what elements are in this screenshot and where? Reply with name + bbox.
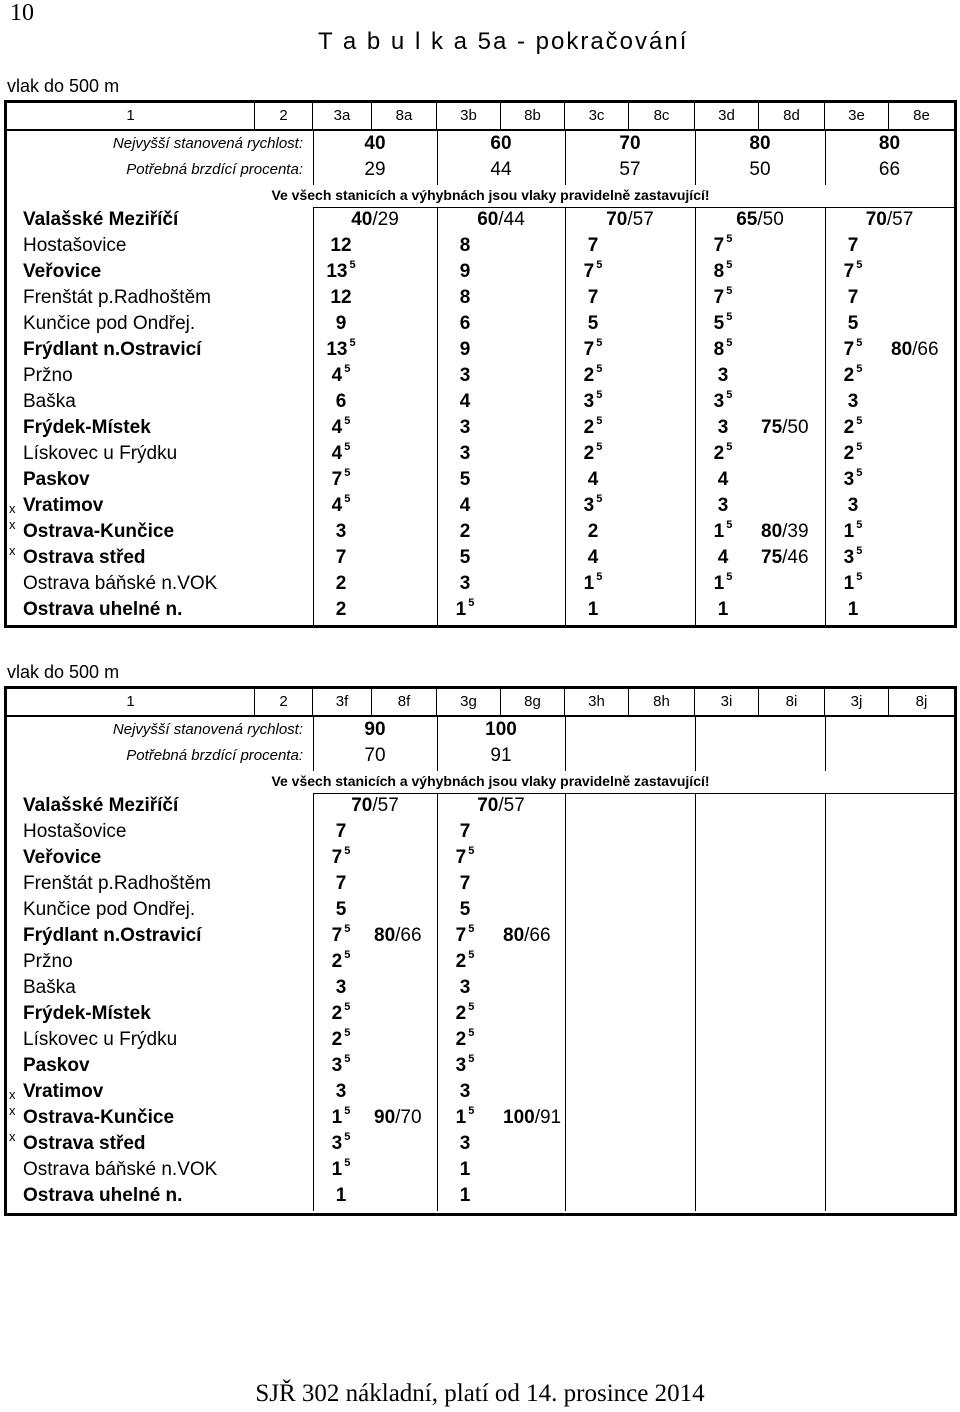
column-divider [313,793,314,1211]
running-time: 4 [717,469,729,490]
running-time: 2 [587,521,599,542]
station-name: Frenštát p.Radhoštěm [23,287,211,308]
brake-value: /57 [372,795,399,816]
column-header: 8j [915,693,928,710]
speed-label: Nejvyšší stanovená rychlost: [112,721,303,738]
running-time: 7 $^5$ [583,337,603,360]
running-time: 4 $^5$ [331,363,351,386]
station-name: Ostrava střed [23,547,146,568]
running-time: 3 [717,417,729,438]
column-divider [825,717,826,771]
running-time: 2 $^5$ [843,441,863,464]
column-header: 3f [313,689,372,715]
speed-value: 100 [503,1107,535,1128]
running-time: 3 [459,417,471,438]
running-time: 2 $^5$ [843,363,863,386]
station-name: Hostašovice [23,821,127,842]
station-name: Valašské Meziříčí [23,209,179,230]
running-time: 9 [459,339,471,360]
page-title: T a b u l k a 5a - pokračování [318,28,689,55]
running-time: 3 [459,1133,471,1154]
station-name: Pržno [23,951,73,972]
running-time: 2 $^5$ [583,415,603,438]
running-time: 4 [717,547,729,568]
running-time: 3 [335,521,347,542]
running-time: 2 [459,521,471,542]
speed-change [374,1107,422,1129]
column-header: 3j [825,689,889,715]
running-time: 3 $^5$ [455,1053,475,1076]
brake-label: Potřebná brzdící procenta: [126,161,303,178]
start-speed [313,795,437,817]
speed-value: 65 [736,209,758,230]
running-time: 6 [459,313,471,334]
brake-percent-value: 50 [749,159,771,180]
table-subtitle: vlak do 500 m [7,76,120,96]
column-header: 8e [913,107,930,124]
running-time: 5 $^5$ [713,311,733,334]
station-name: Hostašovice [23,235,127,256]
station-name: Ostrava-Kunčice [23,521,175,542]
running-time: 7 [847,235,859,256]
running-time: 1 $^5$ [843,571,863,594]
running-time: 1 $^5$ [331,1157,351,1180]
max-speed-value: 40 [364,133,386,154]
table-subtitle: vlak do 500 m [7,662,120,682]
speed-value: 80 [891,339,913,360]
speed-value: 75 [761,417,783,438]
running-time: 12 [330,235,352,256]
max-speed-value: 90 [364,719,386,740]
row-divider [313,793,954,794]
running-time: 7 $^5$ [713,233,733,256]
running-time: 1 [847,599,859,620]
running-time: 5 [459,547,471,568]
column-header: 8i [759,689,825,715]
station-name: Lískovec u Frýdku [23,443,178,464]
junction-mark: x [9,1103,16,1118]
column-header: 1 [7,689,255,715]
running-time: 7 $^5$ [455,923,475,946]
station-name: Paskov [23,469,90,490]
column-header: 3g [437,689,501,715]
station-name: Vratimov [23,495,104,516]
column-divider [825,793,826,1211]
station-name: Ostrava báňské n.VOK [23,573,218,594]
timetable-1 [4,100,957,628]
brake-value: /70 [395,1107,422,1128]
running-time: 3 [847,495,859,516]
page-number: 10 [10,0,34,26]
junction-mark: x [9,543,16,558]
speed-value: 80 [374,925,396,946]
station-name: Paskov [23,1055,90,1076]
brake-value: /46 [782,547,809,568]
station-name: Frenštát p.Radhoštěm [23,873,211,894]
running-time: 7 [335,547,347,568]
station-name: Pržno [23,365,73,386]
speed-value: 70 [351,795,373,816]
column-divider [313,207,314,625]
running-time: 3 $^5$ [583,389,603,412]
speed-change [891,339,939,361]
running-time: 7 [459,873,471,894]
running-time: 2 $^5$ [331,1001,351,1024]
running-time: 2 $^5$ [455,949,475,972]
brake-value: /50 [782,417,809,438]
running-time: 2 $^5$ [455,1027,475,1050]
station-name: Frýdek-Místek [23,417,151,438]
column-divider [437,207,438,625]
running-time: 1 $^5$ [583,571,603,594]
running-time: 4 [459,495,471,516]
running-time: 4 [587,469,599,490]
station-name: Veřovice [23,847,102,868]
running-time: 2 $^5$ [583,363,603,386]
max-speed-value: 80 [878,133,901,154]
running-time: 5 [459,469,471,490]
running-time: 5 [847,313,859,334]
running-time: 2 [335,573,347,594]
brake-label: Potřebná brzdící procenta: [126,747,303,764]
speed-value: 75 [761,547,783,568]
running-time: 7 [459,821,471,842]
junction-mark: x [9,501,16,516]
station-name: Frýdek-Místek [23,1003,151,1024]
column-header: 8h [629,689,695,715]
brake-value: /66 [395,925,422,946]
running-time: 5 [459,899,471,920]
running-time: 3 $^5$ [713,389,733,412]
station-name: Ostrava uhelné n. [23,599,183,620]
brake-value: /44 [498,209,525,230]
column-divider [437,793,438,1211]
column-header: 3d [695,103,759,129]
speed-value: 70 [606,209,628,230]
running-time: 7 $^5$ [713,285,733,308]
column-divider [825,207,826,625]
running-time: 7 [335,873,347,894]
start-speed [825,209,954,231]
running-time: 1 [335,1185,347,1206]
stop-note [7,187,954,203]
station-name: Vratimov [23,1081,104,1102]
running-time: 2 $^5$ [331,1027,351,1050]
running-time: 8 $^5$ [713,337,733,360]
station-name: Baška [23,391,76,412]
brake-value: /57 [886,209,914,230]
running-time: 9 [459,261,471,282]
running-time: 13 $^5$ [326,259,356,282]
column-header: 3i [695,689,759,715]
running-time: 7 $^5$ [331,923,351,946]
running-time: 7 $^5$ [843,259,863,282]
station-name: Kunčice pod Ondřej. [23,899,196,920]
speed-value: 70 [477,795,499,816]
brake-value: /91 [534,1107,562,1128]
running-time: 8 [459,287,471,308]
junction-mark: x [9,1087,16,1102]
running-time: 5 [335,899,347,920]
running-time: 1 $^5$ [713,519,733,542]
speed-change [503,1107,561,1129]
brake-percent-value: 29 [364,159,386,180]
brake-percent-value: 91 [490,745,512,766]
running-time: 6 [335,391,347,412]
running-time: 3 [459,977,471,998]
running-time: 13 $^5$ [326,337,356,360]
running-time: 7 $^5$ [455,845,475,868]
column-header: 1 [7,103,255,129]
timetable-2 [4,686,957,1216]
running-time: 2 $^5$ [455,1001,475,1024]
column-header: 3e [825,103,889,129]
running-time: 3 $^5$ [583,493,603,516]
start-speed [313,209,437,231]
speed-change [374,925,422,947]
brake-percent-value: 66 [878,159,901,180]
start-speed [695,209,825,231]
start-speed [565,209,695,231]
speed-change [761,417,809,439]
running-time: 1 $^5$ [843,519,863,542]
running-time: 1 $^5$ [713,571,733,594]
running-time: 3 [459,573,471,594]
running-time: 3 [459,1081,471,1102]
running-time: 3 [717,365,729,386]
running-time: 4 [459,391,471,412]
running-time: 2 $^5$ [843,415,863,438]
stop-note [7,773,954,789]
page-footer: SJŘ 302 nákladní, platí od 14. prosince 2014 [255,1380,705,1407]
running-time: 1 [587,599,599,620]
running-time: 1 $^5$ [455,1105,475,1128]
row-divider [313,207,954,208]
running-time: 3 $^5$ [331,1131,351,1154]
running-time: 3 [459,443,471,464]
station-name: Kunčice pod Ondřej. [23,313,196,334]
max-speed-value: 70 [619,133,641,154]
brake-value: /66 [912,339,939,360]
station-name: Frýdlant n.Ostravicí [23,339,202,360]
running-time: 1 [459,1159,471,1180]
speed-change [761,547,809,569]
running-time: 3 [717,495,729,516]
start-speed [437,795,565,817]
running-time: 3 $^5$ [843,467,863,490]
column-divider [565,207,566,625]
max-speed-value: 100 [485,719,517,740]
column-header: 8b [501,103,565,129]
station-name: Ostrava báňské n.VOK [23,1159,218,1180]
running-time: 12 [330,287,352,308]
column-divider [695,207,696,625]
station-name: Ostrava střed [23,1133,146,1154]
stop-note-text: Ve všech stanicích a výhybnách jsou vlaky pravidelně zastavující! [271,187,710,203]
column-header: 3h [565,689,629,715]
running-time: 7 [847,287,859,308]
running-time: 7 $^5$ [583,259,603,282]
running-time: 1 [459,1185,471,1206]
running-time: 7 $^5$ [843,337,863,360]
brake-value: /50 [757,209,784,230]
running-time: 1 $^5$ [455,597,475,620]
running-time: 7 [335,821,347,842]
station-name: Ostrava-Kunčice [23,1107,175,1128]
column-header: 8g [501,689,565,715]
running-time: 7 $^5$ [331,845,351,868]
column-header: 8c [629,103,695,129]
running-time: 9 [335,313,347,334]
brake-percent-value: 44 [490,159,512,180]
speed-change [503,925,551,947]
speed-value: 70 [865,209,887,230]
running-time: 5 [587,313,599,334]
running-time: 2 $^5$ [583,441,603,464]
column-divider [565,793,566,1211]
start-speed [437,209,565,231]
station-name: Ostrava uhelné n. [23,1185,183,1206]
junction-mark: x [9,517,16,532]
column-header-row [7,103,954,131]
station-name: Baška [23,977,76,998]
speed-value: 80 [503,925,525,946]
running-time: 3 [459,365,471,386]
brake-percent-value: 57 [619,159,641,180]
running-time: 3 [335,977,347,998]
column-header: 8a [372,103,437,129]
brake-value: /57 [627,209,654,230]
running-time: 3 $^5$ [843,545,863,568]
running-time: 7 $^5$ [331,467,351,490]
running-time: 4 [587,547,599,568]
running-time: 7 [587,235,599,256]
running-time: 8 $^5$ [713,259,733,282]
brake-value: /57 [498,795,525,816]
column-header: 8d [759,103,825,129]
column-divider [695,717,696,771]
speed-value: 90 [374,1107,396,1128]
max-speed-value: 80 [749,133,771,154]
column-header: 3b [437,103,501,129]
column-divider [695,793,696,1211]
max-speed-value: 60 [490,133,512,154]
column-header: 8f [372,689,437,715]
speed-change [761,521,809,543]
speed-value: 40 [351,209,373,230]
column-header: 2 [255,103,313,129]
brake-value: /29 [372,209,399,230]
station-name: Veřovice [23,261,102,282]
running-time: 4 $^5$ [331,493,351,516]
speed-value: 80 [761,521,783,542]
stop-note-text: Ve všech stanicích a výhybnách jsou vlaky pravidelně zastavující! [271,773,710,789]
brake-value: /39 [782,521,809,542]
running-time: 1 $^5$ [331,1105,351,1128]
running-time: 1 [717,599,729,620]
column-header-row [7,689,954,717]
running-time: 3 [847,391,859,412]
running-time: 2 [335,599,347,620]
column-header: 3a [313,103,372,129]
speed-value: 60 [477,209,499,230]
column-header: 3c [565,103,629,129]
running-time: 2 $^5$ [713,441,733,464]
station-name: Valašské Meziříčí [23,795,179,816]
running-time: 4 $^5$ [331,441,351,464]
running-time: 3 [335,1081,347,1102]
column-divider [565,717,566,771]
brake-value: /66 [524,925,551,946]
running-time: 3 $^5$ [331,1053,351,1076]
running-time: 7 [587,287,599,308]
brake-percent-value: 70 [364,745,386,766]
running-time: 2 $^5$ [331,949,351,972]
station-name: Frýdlant n.Ostravicí [23,925,202,946]
junction-mark: x [9,1129,16,1144]
running-time: 8 [459,235,471,256]
station-name: Lískovec u Frýdku [23,1029,178,1050]
speed-label: Nejvyšší stanovená rychlost: [112,135,303,152]
running-time: 4 $^5$ [331,415,351,438]
column-header: 2 [255,689,313,715]
